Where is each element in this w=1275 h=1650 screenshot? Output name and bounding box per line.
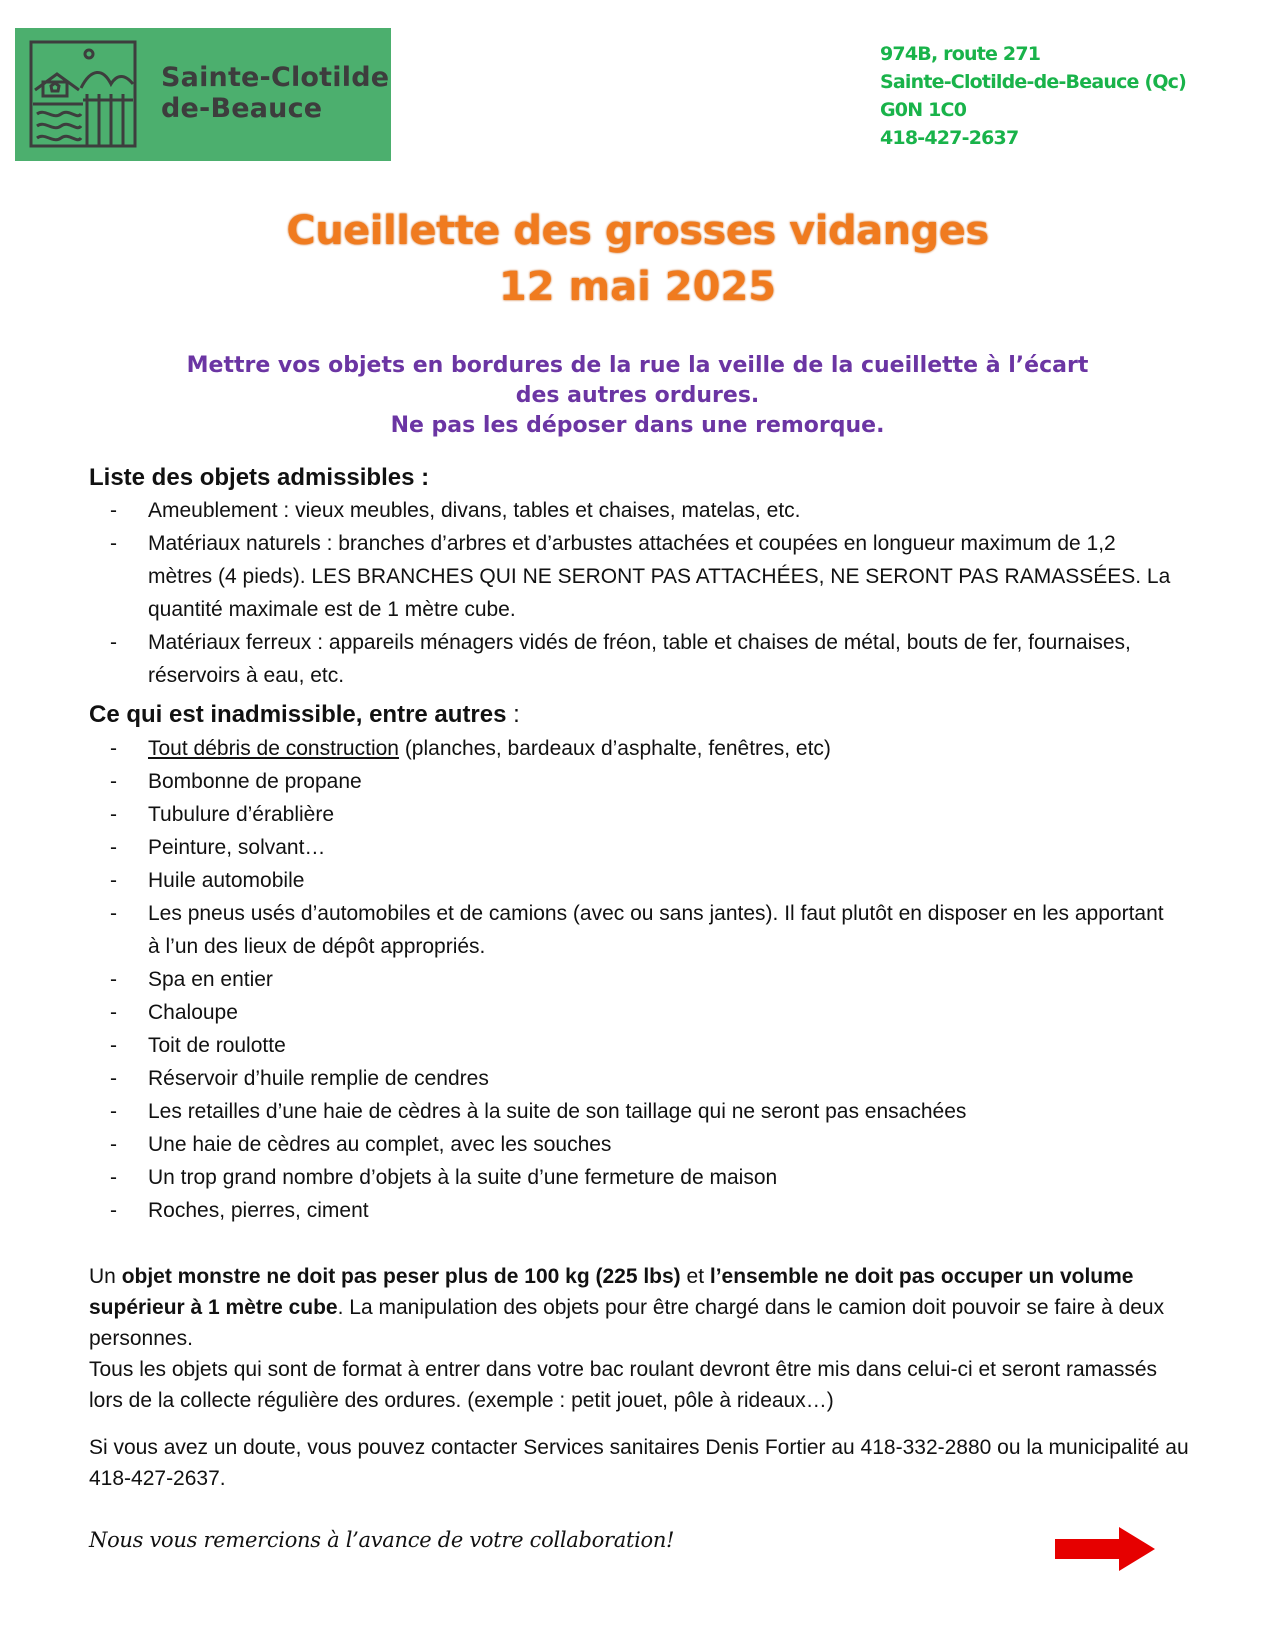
list-item: - Toit de roulotte [110,1034,286,1057]
contact-info: Si vous avez un doute, vous pouvez contacter Services sanitaires Denis Fortier au 418-332-2880 ou la municipalité au 418-427-2637. [89,1436,1189,1490]
list-item: - Un trop grand nombre d’objets à la suite d’une fermeture de maison [110,1166,778,1189]
municipal-address [880,40,1186,152]
admissible-list [110,494,1180,692]
list-item: - Ameublement : vieux meubles, divans, tables et chaises, matelas, etc. [110,499,801,522]
list-item: - Spa en entier [110,968,273,991]
list-item: - Tubulure d’érablière [110,803,334,826]
address-phone: 418-427-2637 [880,127,1019,149]
list-item: - Tout débris de construction (planches, bardeaux d’asphalte, fenêtres, etc) [110,737,831,760]
placement-notice: Mettre vos objets en bordures de la rue la veille de la cueillette à l’écart des autres ordures. Ne pas les déposer dans une remorque. [186,353,1089,438]
inadmissible-heading: Ce qui est inadmissible, entre autres : [89,701,520,728]
admissible-heading: Liste des objets admissibles : [89,464,430,491]
address-city: Sainte-Clotilde-de-Beauce (Qc) [880,71,1187,93]
bin-rule: Tous les objets qui sont de format à entrer dans votre bac roulant devront être mis dans celui-ci et seront ramassés lors de la collecte régulière des ordures. (exemple : petit jouet, pôle à rideaux…) [89,1358,1158,1412]
address-street: 974B, route 271 [880,43,1041,65]
weight-volume-rule: Un objet monstre ne doit pas peser plus de 100 kg (225 lbs) et l’ensemble ne doit pas occuper un volume supérieur à 1 mètre cube. La manipulation des objets pour être chargé dans le camion doit pouvoir se faire à deux personnes. [89,1265,1165,1350]
inadmissible-list [110,732,1180,1227]
address-postal-code: G0N 1C0 [880,99,967,121]
municipality-name: Sainte-Clotilde de-Beauce [161,62,390,124]
right-arrow-icon [1055,1527,1155,1571]
municipal-logo [15,28,391,161]
list-item: - Les retailles d’une haie de cèdres à la suite de son taillage qui ne seront pas ensachées [110,1100,967,1123]
list-item: - Les pneus usés d’automobiles et de camions (avec ou sans jantes). Il faut plutôt en disposer en les apportant à l’un des lieux de dépôt appropriés. [110,902,1164,958]
list-item: - Bombonne de propane [110,770,362,793]
list-item: - Roches, pierres, ciment [110,1199,369,1222]
list-item: - Chaloupe [110,1001,238,1024]
list-item: - Huile automobile [110,869,305,892]
list-item: - Matériaux ferreux : appareils ménagers vidés de fréon, table et chaises de métal, bouts de fer, fournaises, réservoirs à eau, etc. [110,631,1131,687]
list-item: - Peinture, solvant… [110,836,326,859]
list-item: - Une haie de cèdres au complet, avec les souches [110,1133,612,1156]
municipal-logo-icon [29,40,139,150]
list-item: - Matériaux naturels : branches d’arbres et d’arbustes attachées et coupées en longueur maximum de 1,2 mètres (4 pieds). LES BRANCHES QUI NE SERONT PAS ATTACHÉES, NE SERONT PAS RAMASSÉES. La quantité maximale est de 1 mètre cube. [110,532,1171,621]
page-date: 12 mai 2025 [498,264,777,310]
list-item: - Réservoir d’huile remplie de cendres [110,1067,489,1090]
page-title: Cueillette des grosses vidanges [286,208,989,254]
signoff: Nous vous remercions à l’avance de votre collaboration! [89,1528,675,1552]
